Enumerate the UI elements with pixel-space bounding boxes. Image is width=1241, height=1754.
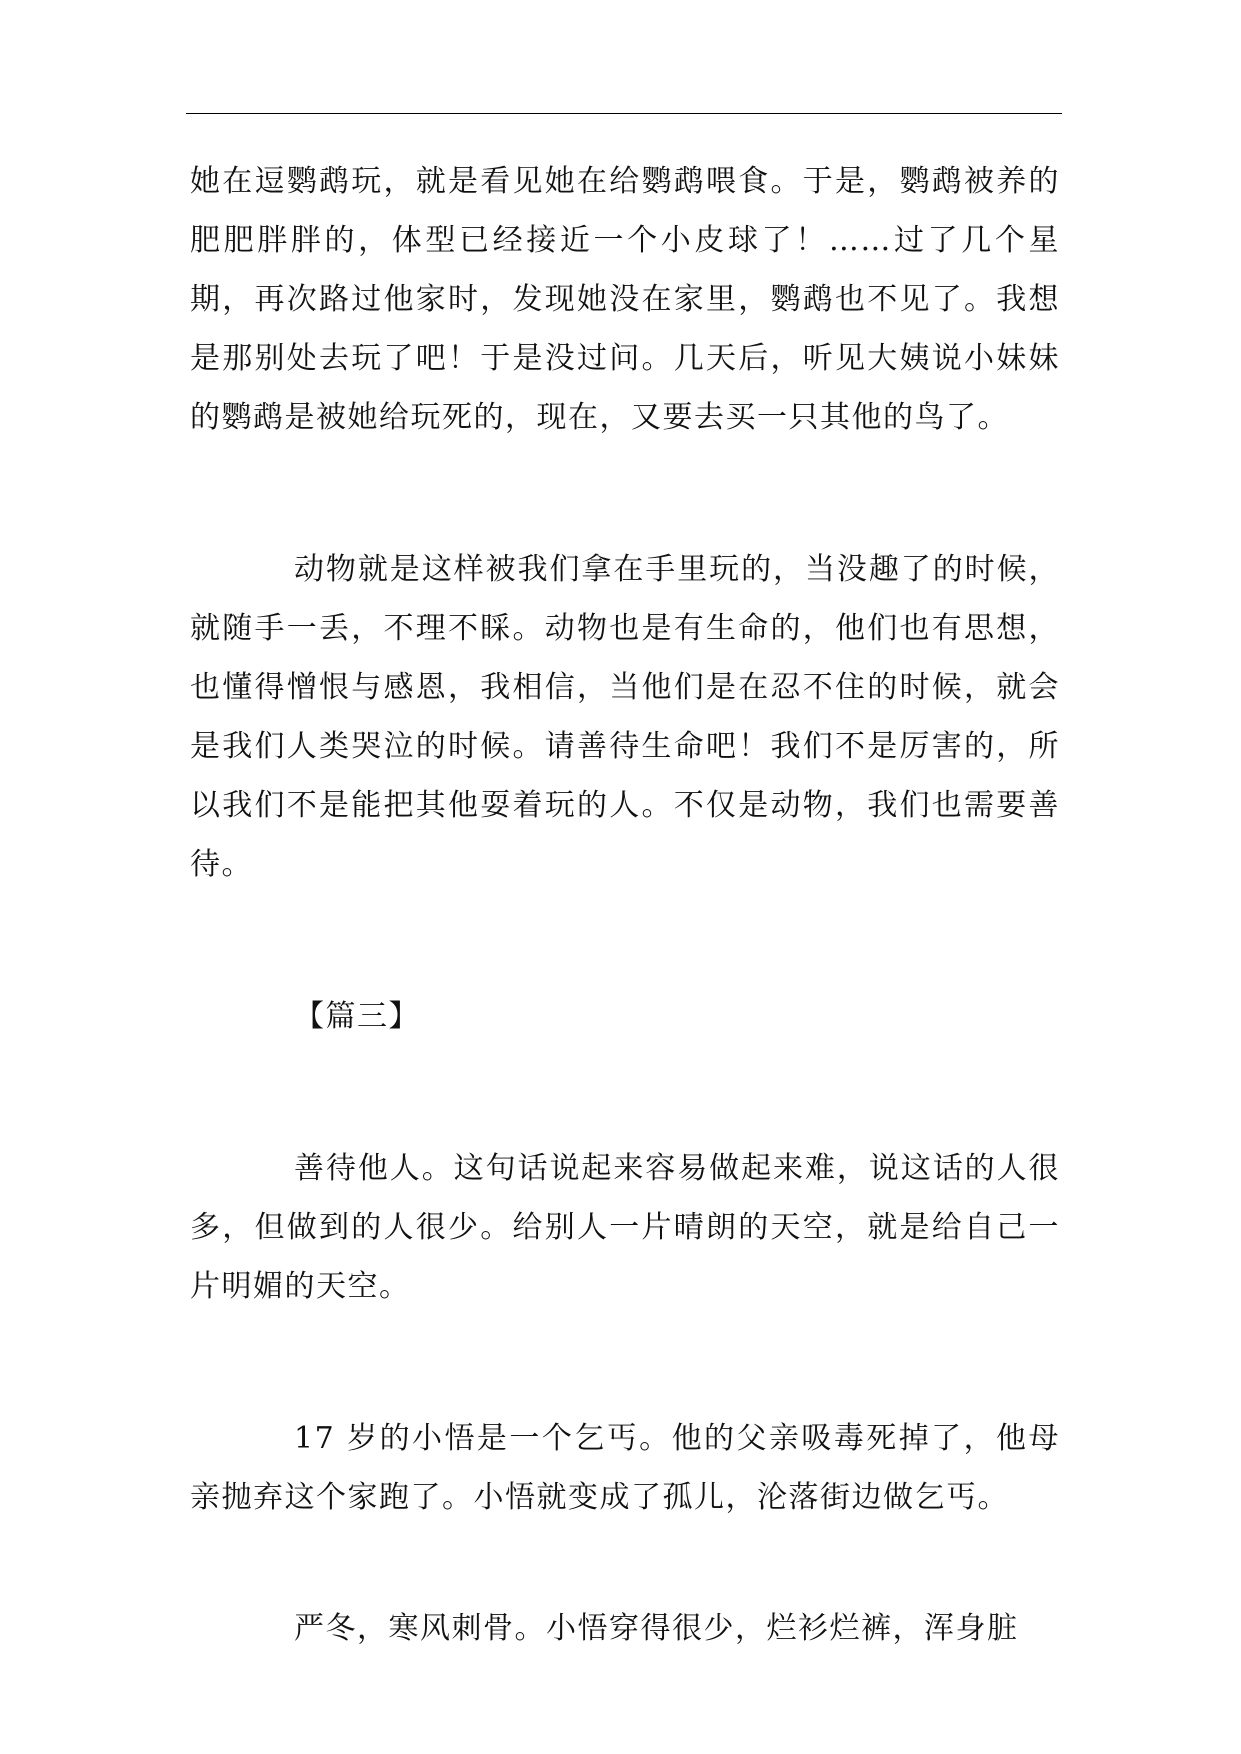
document-body: [190, 152, 1060, 1658]
paragraph-2: 动物就是这样被我们拿在手里玩的，当没趣了的时候，就随手一丢，不理不睬。动物也是有生命的，他们也有思想，也懂得憎恨与感恩，我相信，当他们是在忍不住的时候，就会是我们人类哭泣的时候。请善待生命吧！我们不是厉害的，所以我们不是能把其他耍着玩的人。不仅是动物，我们也需要善待。: [190, 552, 1060, 882]
header-rule: [186, 113, 1062, 114]
paragraph-4: 17 岁的小悟是一个乞丐。他的父亲吸毒死掉了，他母亲抛弃这个家跑了。小悟就变成了孤儿，沦落街边做乞丐。: [190, 1421, 1060, 1515]
section-heading: 【篇三】: [294, 999, 420, 1034]
paragraph-5: 严冬，寒风刺骨。小悟穿得很少，烂衫烂裤，浑身脏: [294, 1611, 1019, 1646]
paragraph-3: 善待他人。这句话说起来容易做起来难，说这话的人很多，但做到的人很少。给别人一片晴朗的天空，就是给自己一片明媚的天空。: [190, 1151, 1060, 1304]
paragraph-1: 她在逗鹦鹉玩，就是看见她在给鹦鹉喂食。于是，鹦鹉被养的肥肥胖胖的，体型已经接近一个小皮球了！……过了几个星期，再次路过他家时，发现她没在家里，鹦鹉也不见了。我想是那别处去玩了吧！于是没过问。几天后，听见大姨说小妹妹的鹦鹉是被她给玩死的，现在，又要去买一只其他的鸟了。: [190, 164, 1060, 435]
